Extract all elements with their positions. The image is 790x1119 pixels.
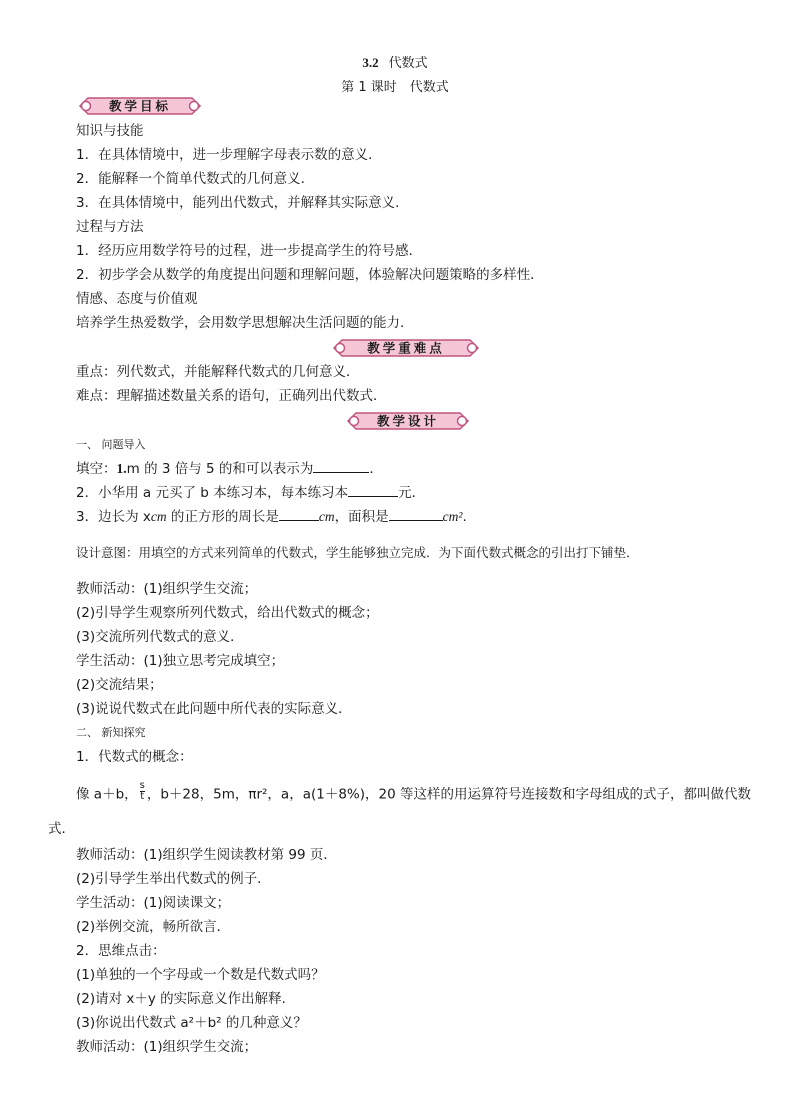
design-intent: 设计意图：用填空的方式来列简单的代数式，学生能够独立完成．为下面代数式概念的引出打下铺垫． bbox=[76, 545, 639, 560]
keypoints-banner-label: 教学重难点 bbox=[367, 340, 445, 356]
emotion-item-1: 培养学生热爱数学，会用数学思想解决生活问题的能力． bbox=[76, 315, 414, 331]
concept-text-a: 像 a＋b， bbox=[76, 786, 138, 803]
q1-end: ． bbox=[369, 461, 383, 477]
banner-shape-icon bbox=[330, 338, 482, 358]
q3-unit-2: cm bbox=[318, 509, 335, 524]
knowledge-heading: 知识与技能 bbox=[76, 123, 144, 139]
teacher-activity-3-1: 教师活动：(1)组织学生交流； bbox=[76, 1039, 258, 1055]
q3-blank-1 bbox=[279, 508, 319, 521]
teacher-activity-3: (3)交流所列代数式的意义． bbox=[76, 629, 244, 645]
teacher-activity-2: (2)引导学生观察所列代数式，给出代数式的概念； bbox=[76, 605, 379, 621]
process-item-2: 2．初步学会从数学的角度提出问题和理解问题，体验解决问题策略的多样性． bbox=[76, 267, 544, 283]
fill-prefix: 填空： bbox=[76, 461, 117, 477]
difficulty-line: 难点：理解描述数量关系的语句，正确列出代数式． bbox=[76, 388, 387, 404]
q3-text-b: 的正方形的周长是 bbox=[166, 509, 279, 525]
fill-question-1 bbox=[76, 460, 383, 478]
fill-question-2 bbox=[76, 484, 425, 502]
section-2-heading: 二、 新知探究 bbox=[76, 726, 146, 739]
section-number: 3.2 bbox=[362, 55, 379, 70]
lesson-title: 第 1 课时 代数式 bbox=[341, 80, 449, 95]
concept-definition-wrap: 式． bbox=[48, 821, 75, 837]
q2-text: 2．小华用 a 元买了 b 本练习本，每本练习本 bbox=[76, 485, 349, 501]
knowledge-item-2: 2．能解释一个简单代数式的几何意义． bbox=[76, 171, 315, 187]
concept-text-c: 数 bbox=[737, 786, 751, 803]
section-1-heading: 一、 问题导入 bbox=[76, 438, 146, 451]
keypoints-banner bbox=[330, 338, 482, 358]
banner-shape-icon bbox=[76, 96, 204, 116]
concept-definition bbox=[76, 780, 751, 805]
fraction-s-over-t bbox=[140, 781, 145, 802]
process-heading: 过程与方法 bbox=[76, 219, 144, 235]
objectives-banner bbox=[76, 96, 204, 116]
fraction-numerator: s bbox=[139, 780, 145, 791]
thinking-question-2: (2)请对 x＋y 的实际意义作出解释． bbox=[76, 991, 296, 1007]
q2-blank bbox=[348, 484, 398, 497]
q3-unit-1: cm bbox=[150, 509, 167, 524]
section-name: 代数式 bbox=[388, 56, 428, 71]
knowledge-item-1: 1．在具体情境中，进一步理解字母表示数的意义． bbox=[76, 147, 382, 163]
q2-end: 元． bbox=[398, 485, 426, 501]
fraction-denominator: t bbox=[140, 791, 145, 802]
q3-blank-2 bbox=[389, 508, 443, 521]
student-activity-2-2: (2)举例交流，畅所欲言． bbox=[76, 919, 231, 935]
focus-line: 重点：列代数式，并能解释代数式的几何意义． bbox=[76, 364, 360, 380]
student-activity-3: (3)说说代数式在此问题中所代表的实际意义． bbox=[76, 701, 352, 717]
q3-text-c: ，面积是 bbox=[334, 509, 389, 525]
student-activity-1: 学生活动：(1)独立思考完成填空； bbox=[76, 653, 285, 669]
student-activity-2: (2)交流结果； bbox=[76, 677, 163, 693]
design-banner bbox=[344, 411, 472, 431]
thinking-question-1: (1)单独的一个字母或一个数是代数式吗？ bbox=[76, 967, 325, 983]
knowledge-item-3: 3．在具体情境中，能列出代数式，并解释其实际意义． bbox=[76, 195, 409, 211]
thinking-heading: 2．思维点击： bbox=[76, 943, 166, 959]
q1-number: 1. bbox=[116, 461, 127, 476]
objectives-banner-label: 教学目标 bbox=[108, 98, 172, 114]
student-activity-2-1: 学生活动：(1)阅读课文； bbox=[76, 895, 231, 911]
emotion-heading: 情感、态度与价值观 bbox=[76, 291, 198, 307]
teacher-activity-2-2: (2)引导学生举出代数式的例子． bbox=[76, 871, 271, 887]
design-banner-label: 教学设计 bbox=[376, 413, 440, 429]
process-item-1: 1．经历应用数学符号的过程，进一步提高学生的符号感． bbox=[76, 243, 423, 259]
teacher-activity-2-1: 教师活动：(1)组织学生阅读教材第 99 页． bbox=[76, 847, 337, 863]
fill-question-3 bbox=[76, 508, 467, 526]
concept-heading: 1．代数式的概念： bbox=[76, 749, 193, 765]
q3-end: . bbox=[462, 509, 467, 525]
concept-text-b: ，b＋28，5m，πr²，a，a(1＋8%)，20 等这样的用运算符号连接数和字母组成的式子，都叫做代 bbox=[146, 786, 738, 803]
teacher-activity-1: 教师活动：(1)组织学生交流； bbox=[76, 581, 258, 597]
q1-blank bbox=[313, 460, 369, 473]
section-title bbox=[0, 52, 790, 71]
thinking-question-3: (3)你说出代数式 a²＋b² 的几种意义？ bbox=[76, 1015, 307, 1031]
q1-text: m 的 3 倍与 5 的和可以表示为 bbox=[126, 461, 314, 477]
banner-shape-icon bbox=[344, 411, 472, 431]
q3-unit-3: cm² bbox=[442, 509, 463, 524]
q3-text-a: 3．边长为 x bbox=[76, 509, 151, 525]
